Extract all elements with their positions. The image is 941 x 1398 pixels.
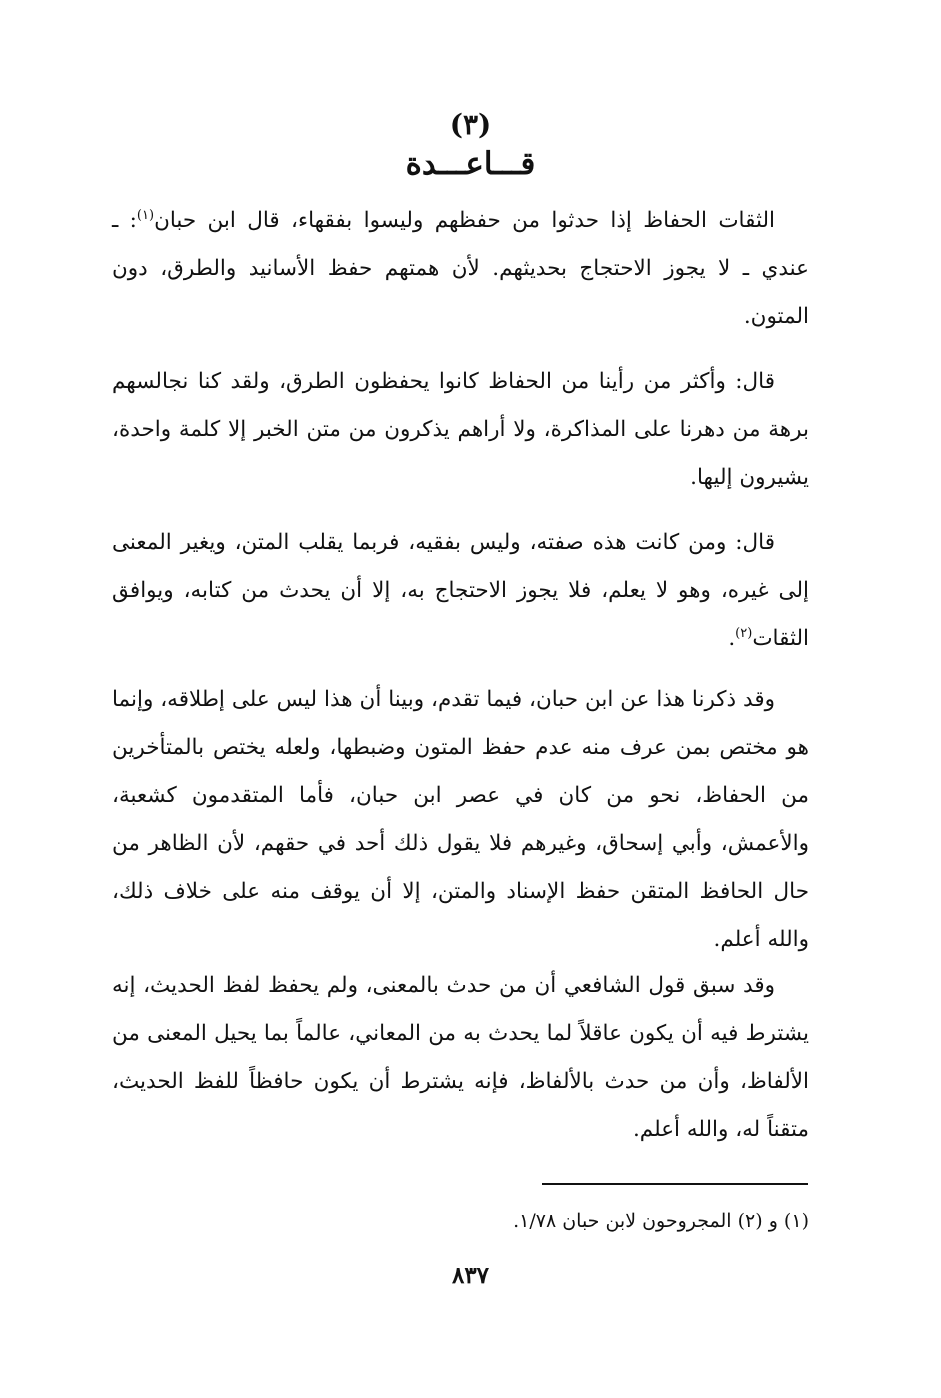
- paragraph-3: [112, 519, 809, 663]
- paragraph-2: [112, 358, 809, 502]
- section-number: (٣): [449, 108, 492, 141]
- paragraph-4: [112, 676, 809, 964]
- paragraph-1: [112, 197, 809, 341]
- paragraph-5: [112, 962, 809, 1154]
- paragraph-3-continuation: .: [728, 626, 736, 651]
- paragraph-3-text: قال: ومن كانت هذه صفته، وليس بفقيه، فربما يقلب المتن، ويغير المعنى إلى غيره، وهو لا يعلم، فلا يجوز الاحتجاج به، إلا أن يحدث من كتابه، ويوافق الثقات: [112, 530, 809, 651]
- footnote-ref-2: (٢): [735, 625, 753, 641]
- paragraph-4-text: وقد ذكرنا هذا عن ابن حبان، فيما تقدم، وبينا أن هذا ليس على إطلاقه، وإنما هو مختص بمن عرف منه عدم حفظ المتون وضبطها، ولعله يختص بالمتأخرين من الحفاظ، نحو من كان في عصر ابن حبان، فأما المتقدمون كشعبة، والأعمش، وأبي إسحاق، وغيرهم فلا يقول ذلك أحد في حقهم، لأن الظاهر من حال الحافظ المتقن حفظ الإسناد والمتن، إلا أن يوقف منه على خلاف ذلك، والله أعلم.: [112, 687, 809, 952]
- footnote: (١) و (٢) المجروحون لابن حبان ١/٧٨.: [513, 1210, 809, 1232]
- paragraph-5-text: وقد سبق قول الشافعي أن من حدث بالمعنى، ولم يحفظ لفظ الحديث، إنه يشترط فيه أن يكون عاقلاً لما يحدث به من المعاني، عالماً بما يحيل المعنى من الألفاظ، وأن من حدث بالألفاظ، فإنه يشترط أن يكون حافظاً للفظ الحديث، متقناً له، والله أعلم.: [112, 973, 809, 1142]
- footnote-ref-1: (١): [136, 207, 155, 223]
- page-number: ٨٣٧: [451, 1262, 490, 1289]
- paragraph-2-text: قال: وأكثر من رأينا من الحفاظ كانوا يحفظون الطرق، ولقد كنا نجالسهم برهة من دهرنا على المذاكرة، ولا أراهم يذكرون من متن الخبر إلا كلمة واحدة، يشيرون إليها.: [112, 369, 809, 490]
- paragraph-1-continuation: : ـ عندي ـ لا يجوز الاحتجاج بحديثهم. لأن همتهم حفظ الأسانيد والطرق، دون المتون.: [112, 208, 809, 329]
- section-title: قـــاعـــدة: [405, 146, 536, 182]
- paragraph-1-text: الثقات الحفاظ إذا حدثوا من حفظهم وليسوا بفقهاء، قال ابن حبان: [154, 208, 775, 233]
- footnote-separator: [542, 1183, 808, 1185]
